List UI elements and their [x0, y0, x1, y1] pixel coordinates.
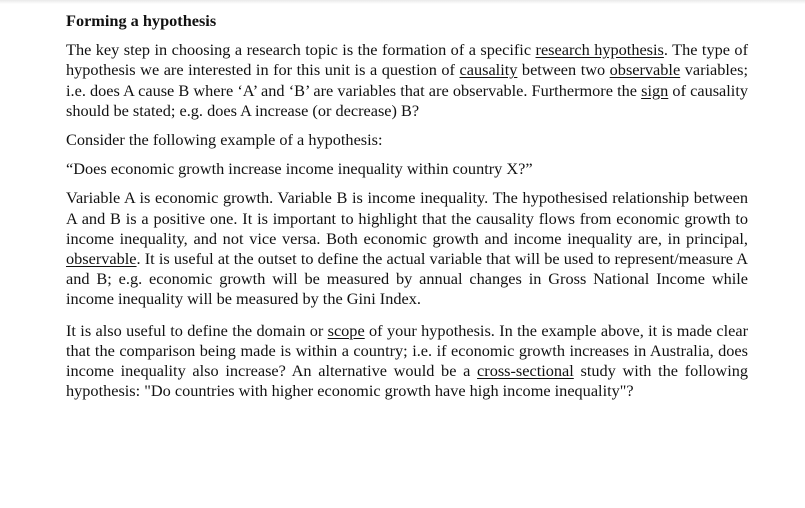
p5-text-2: of your hypothesis. In the example above, it is made clear that the comparison being made is within a country; i.e. if economic growth increases in Australia, does income inequality also increase? An alternative would be a — [66, 320, 748, 381]
paragraph-variables-explanation — [66, 188, 748, 309]
observable-link[interactable]: observable — [609, 60, 681, 80]
document-body — [66, 11, 748, 410]
scope-link[interactable]: scope — [327, 320, 365, 340]
top-edge-shadow — [0, 0, 805, 4]
p1-text-3: between two — [517, 60, 610, 80]
sign-link[interactable]: sign — [641, 80, 669, 100]
observable-link-2[interactable]: observable — [66, 249, 137, 269]
p1-text-2: . The type of hypothesis we are interested in for this unit is a question of — [66, 40, 748, 80]
p4-text-1: Variable A is economic growth. Variable B is income inequality. The hypothesised relationship between A and B is a positive one. It is important to highlight that the causality flows from economic growth to income inequality, and not vice versa. Both economic growth and income inequality are, in principal, — [66, 188, 748, 248]
p4-text-2: . It is useful at the outset to define the actual variable that will be used to represent/measure A and B; e.g. economic growth will be measured by annual changes in Gross National Income while income inequality will be measured by the Gini Index. — [66, 249, 748, 309]
p5-text-1: It is also useful to define the domain or — [66, 320, 328, 340]
section-heading: Forming a hypothesis — [66, 11, 217, 30]
research-hypothesis-link[interactable]: research hypothesis — [535, 40, 664, 60]
p5-text-3: study with the following hypothesis: "Do countries with higher economic growth have high income inequality"? — [66, 361, 748, 401]
p1-text-5: of causality should be stated; e.g. does A increase (or decrease) B? — [66, 80, 748, 120]
paragraph-scope — [66, 321, 748, 402]
causality-link[interactable]: causality — [459, 60, 518, 80]
p1-text-1: The key step in choosing a research topic is the formation of a specific — [66, 40, 536, 60]
paragraph-research-hypothesis — [66, 40, 748, 121]
cross-sectional-link[interactable]: cross-sectional — [477, 361, 574, 381]
p1-text-4: variables; i.e. does A cause B where ‘A’ and ‘B’ are variables that are observable. Furthermore the — [66, 60, 749, 100]
paragraph-consider-example: Consider the following example of a hypothesis: — [66, 130, 383, 150]
paragraph-example-hypothesis: “Does economic growth increase income inequality within country X?” — [66, 159, 533, 179]
